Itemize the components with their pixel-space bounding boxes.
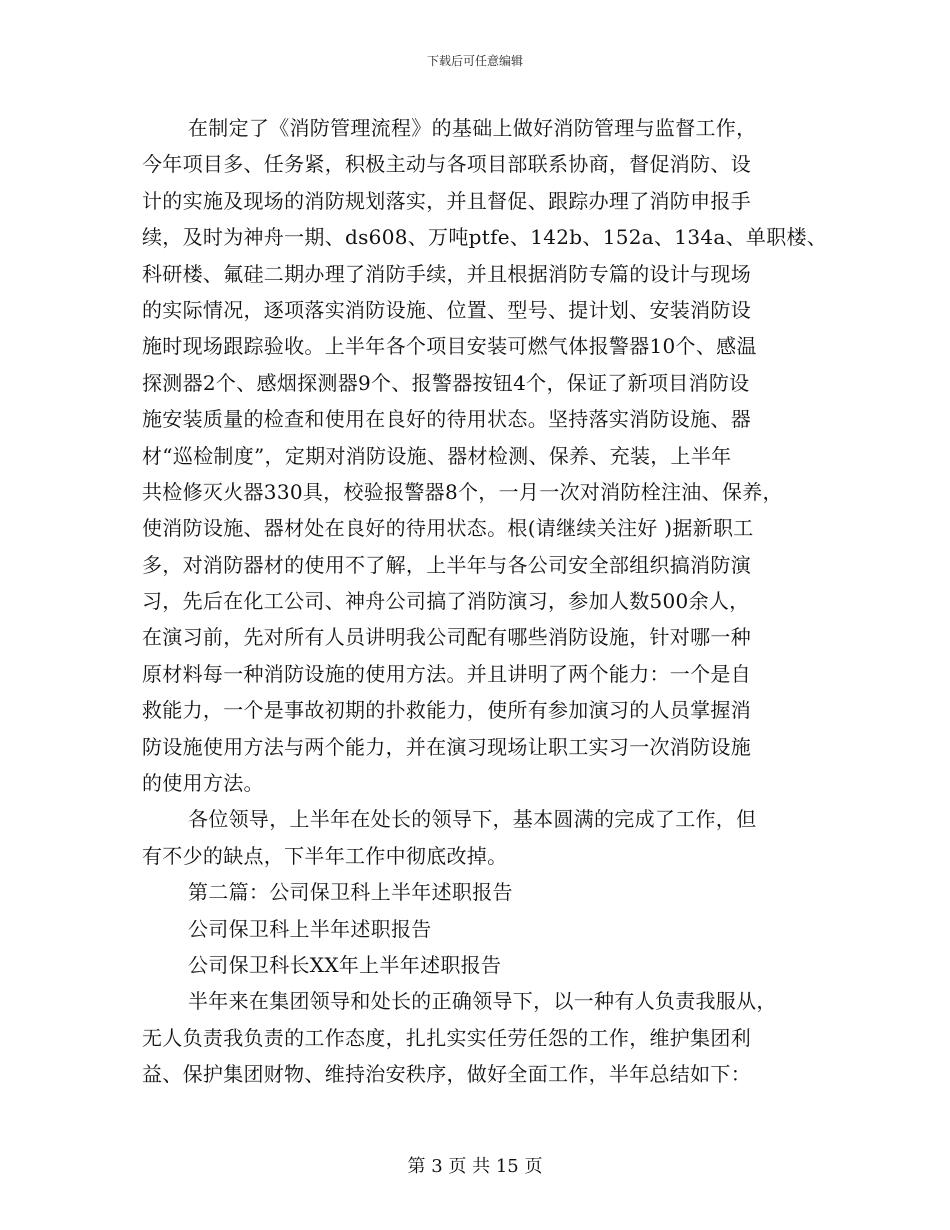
paragraph-line: 计的实施及现场的消防规划落实，并且督促、跟踪办理了消防申报手 <box>142 188 751 213</box>
section-heading: 公司保卫科长XX年上半年述职报告 <box>188 952 502 977</box>
paragraph-line: 在制定了《消防管理流程》的基础上做好消防管理与监督工作， <box>188 116 757 140</box>
paragraph-line: 防设施使用方法与两个能力，并在演习现场让职工实习一次消防设施 <box>142 734 751 759</box>
document-body <box>142 110 828 1093</box>
paragraph-line: 使消防设施、器材处在良好的待用状态。根(请继续关注好 )据新职工 <box>142 516 754 541</box>
paragraph-line: 材“巡检制度”，定期对消防设施、器材检测、保养、充装，上半年 <box>142 443 732 468</box>
page-footer: 第 3 页 共 15 页 <box>407 1156 543 1177</box>
paragraph-line: 科研楼、氟硅二期办理了消防手续，并且根据消防专篇的设计与现场 <box>142 261 751 286</box>
paragraph-line: 的使用方法。 <box>142 771 264 796</box>
paragraph-line: 益、保护集团财物、维持治安秩序，做好全面工作，半年总结如下： <box>142 1062 751 1087</box>
paragraph-line: 救能力，一个是事故初期的扑救能力，使所有参加演习的人员掌握消 <box>142 698 751 723</box>
paragraph-line: 今年项目多、任务紧，积极主动与各项目部联系协商，督促消防、设 <box>142 152 751 177</box>
paragraph-line: 续，及时为神舟一期、ds608、万吨ptfe、142b、152a、134a、单职楼、 <box>142 225 828 250</box>
paragraph-line: 在演习前，先对所有人员讲明我公司配有哪些消防设施，针对哪一种 <box>142 625 751 650</box>
paragraph-line: 的实际情况，逐项落实消防设施、位置、型号、提计划、安装消防设 <box>142 297 751 322</box>
paragraph-line: 各位领导，上半年在处长的领导下，基本圆满的完成了工作，但 <box>188 807 757 832</box>
paragraph-line: 共检修灭火器330具，校验报警器8个，一月一次对消防栓注油、保养， <box>142 479 783 504</box>
section-heading: 公司保卫科上半年述职报告 <box>188 916 432 941</box>
paragraph-line: 施安装质量的检查和使用在良好的待用状态。坚持落实消防设施、器 <box>142 407 751 432</box>
section-heading: 第二篇：公司保卫科上半年述职报告 <box>188 880 513 905</box>
paragraph-line: 原材料每一种消防设施的使用方法。并且讲明了两个能力：一个是自 <box>142 661 751 686</box>
paragraph-line: 施时现场跟踪验收。上半年各个项目安装可燃气体报警器10个、感温 <box>142 334 757 359</box>
paragraph-line: 探测器2个、感烟探测器9个、报警器按钮4个，保证了新项目消防设 <box>142 370 750 395</box>
paragraph-line: 有不少的缺点，下半年工作中彻底改掉。 <box>142 843 508 868</box>
paragraph-line: 习，先后在化工公司、神舟公司搞了消防演习，参加人数500余人， <box>142 589 750 614</box>
paragraph-line: 半年来在集团领导和处长的正确领导下，以一种有人负责我服从， <box>188 989 777 1014</box>
paragraph-line: 多，对消防器材的使用不了解，上半年与各公司安全部组织搞消防演 <box>142 552 751 577</box>
page-header: 下载后可任意编辑 <box>426 54 523 68</box>
paragraph-line: 无人负责我负责的工作态度，扎扎实实任劳任怨的工作，维护集团利 <box>142 1025 751 1050</box>
